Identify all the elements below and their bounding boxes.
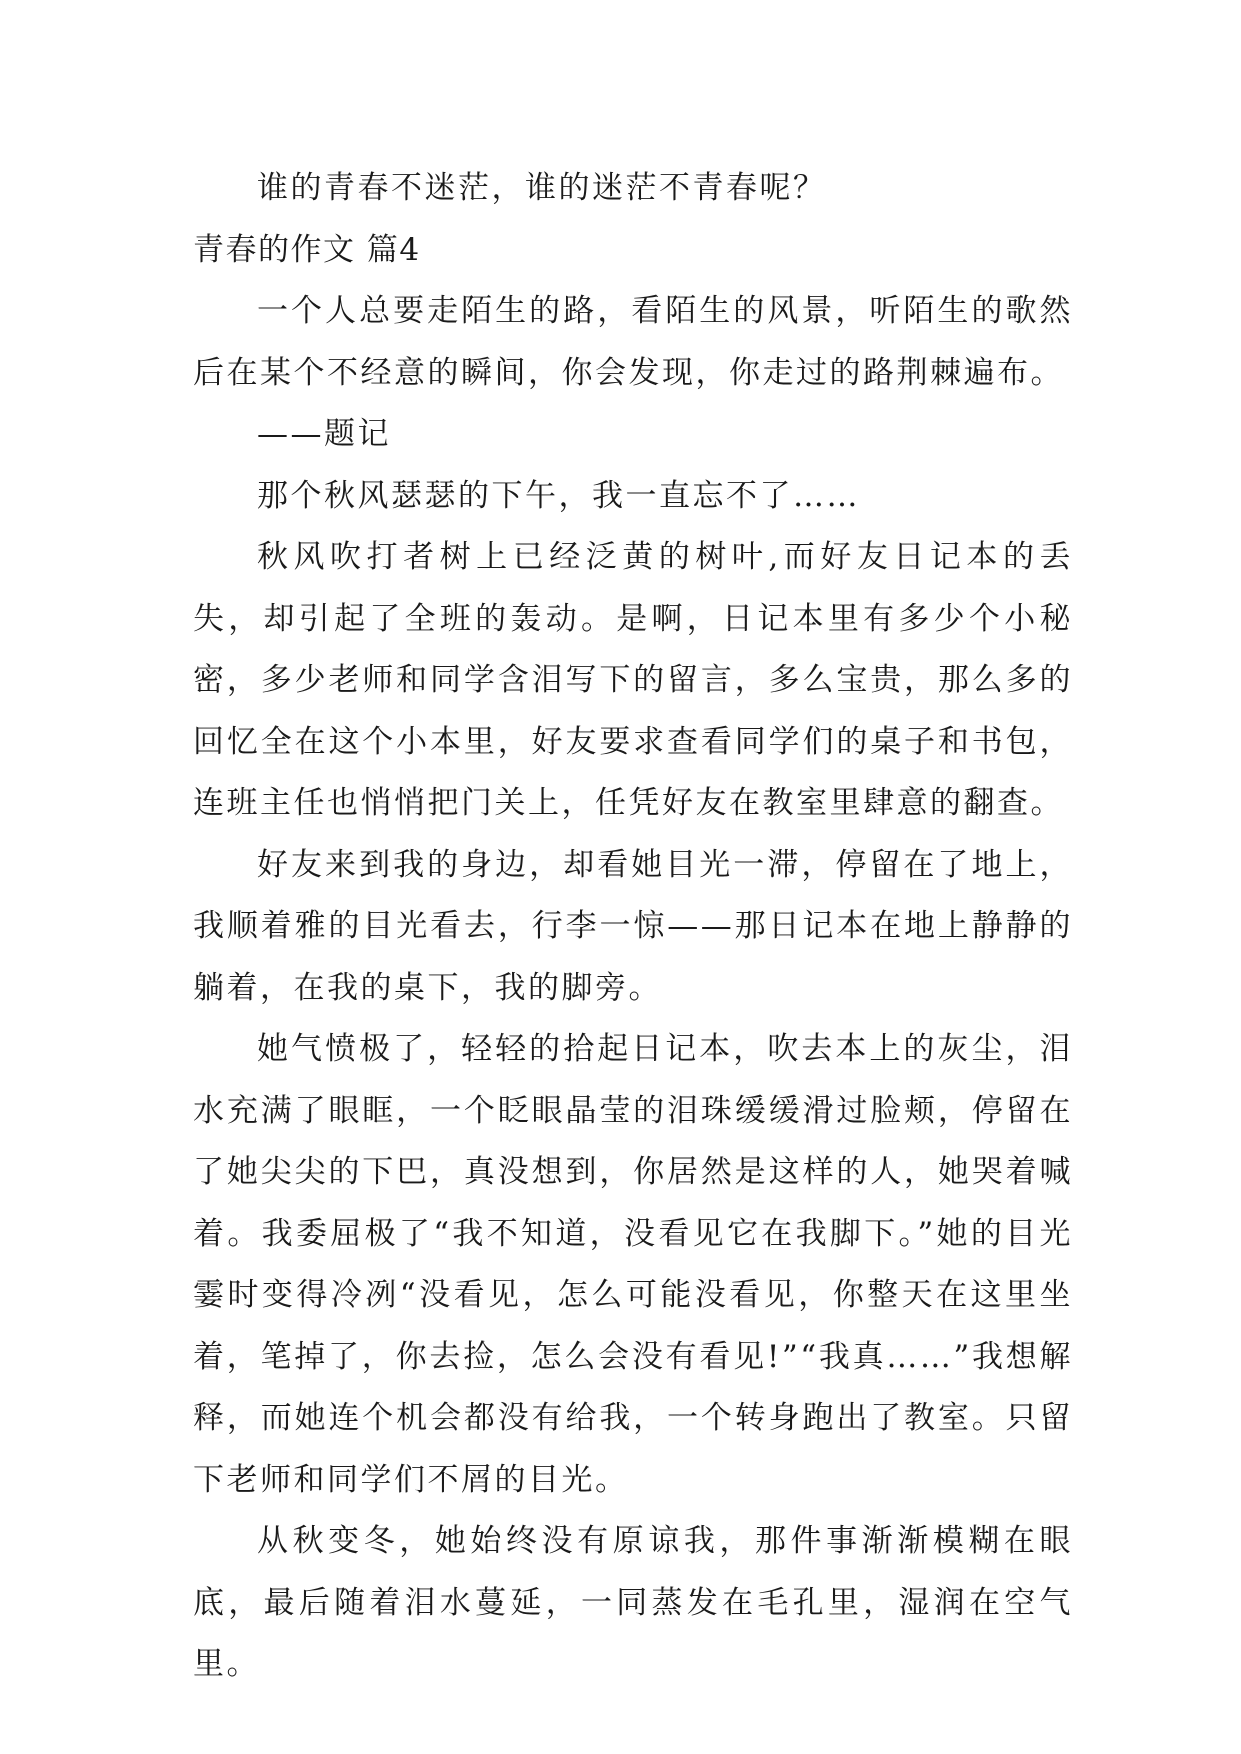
section-heading: 青春的作文 篇4 [193,231,421,268]
paragraph-epigraph-attribution: ——题记 [257,416,391,452]
paragraph: 好友来到我的身边，却看她目光一滞，停留在了地上，我顺着雅的目光看去，行李一惊——那日记本在地上静静的躺着，在我的桌下，我的脚旁。 [193,846,1073,1006]
opening-line: 谁的青春不迷茫，谁的迷茫不青春呢？ [257,170,827,206]
paragraph: 她气愤极了，轻轻的拾起日记本，吹去本上的灰尘，泪水充满了眼眶，一个眨眼晶莹的泪珠缓缓滑过脸颊，停留在了她尖尖的下巴，真没想到，你居然是这样的人，她哭着喊着。我委屈极了“我不知道，没看见它在我脚下。”她的目光霎时变得冷冽“没看见，怎么可能没看见，你整天在这里坐着，笔掉了，你去捡，怎么会没有看见!”“我真……”我想解释，而她连个机会都没有给我，一个转身跑出了教室。只留下老师和同学们不屑的目光。 [193,1031,1073,1498]
paragraph: 从秋变冬，她始终没有原谅我，那件事渐渐模糊在眼底，最后随着泪水蔓延，一同蒸发在毛孔里，湿润在空气里。 [193,1523,1073,1682]
paragraph: 那个秋风瑟瑟的下午，我一直忘不了…… [257,477,860,514]
document-body [193,158,1073,1696]
paragraph: 秋风吹打者树上已经泛黄的树叶,而好友日记本的丢失，却引起了全班的轰动。是啊，日记本里有多少个小秘密，多少老师和同学含泪写下的留言，多么宝贵，那么多的回忆全在这个小本里，好友要求查看同学们的桌子和书包，连班主任也悄悄把门关上，任凭好友在教室里肆意的翻查。 [193,539,1073,821]
paragraph-epigraph: 一个人总要走陌生的路，看陌生的风景，听陌生的歌然后在某个不经意的瞬间，你会发现，你走过的路荆棘遍布。 [193,293,1073,391]
